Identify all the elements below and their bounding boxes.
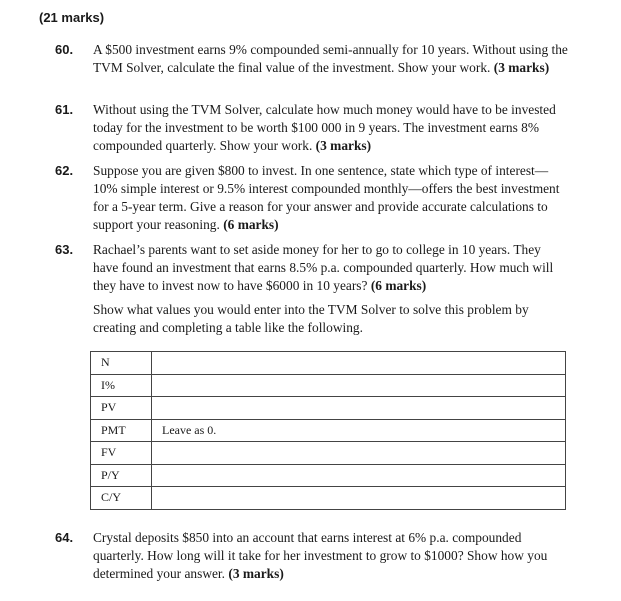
tvm-value — [152, 442, 566, 465]
question-text: Crystal deposits $850 into an account that earns interest at 6% p.a. compounded quarterly. How long will it take for her investment to grow to $1000? Show how you determined your answer. (3 marks) — [93, 530, 548, 581]
tvm-value — [152, 487, 566, 510]
question-number: 60. — [55, 42, 74, 57]
tvm-label: N — [91, 352, 152, 375]
question-63-followup: Show what values you would enter into the TVM Solver to solve this problem by creating and completing a table like the following. — [93, 302, 529, 335]
table-row — [91, 442, 566, 465]
question-number: 61. — [55, 102, 74, 117]
tvm-label: C/Y — [91, 487, 152, 510]
question-number: 64. — [55, 530, 74, 545]
question-marks: (3 marks) — [493, 60, 550, 75]
table-row — [91, 374, 566, 397]
table-row — [91, 487, 566, 510]
tvm-value — [152, 397, 566, 420]
question-text: Suppose you are given $800 to invest. In one sentence, state which type of interest—10% simple interest or 9.5% interest compounded monthly—offers the best investment for a 5-year term. Give a reason for your answer and provide accurate calculations to support your reasoning. (6 marks) — [93, 163, 560, 232]
tvm-label: PMT — [91, 419, 152, 442]
question-text: A $500 investment earns 9% compounded semi-annually for 10 years. Without using the TVM Solver, calculate the final value of the investment. Show your work. (3 marks) — [93, 42, 568, 75]
question-number: 63. — [55, 242, 74, 257]
tvm-label: PV — [91, 397, 152, 420]
section-marks-header: (21 marks) — [39, 10, 105, 25]
table-row — [91, 397, 566, 420]
tvm-value: Leave as 0. — [152, 419, 566, 442]
question-marks: (3 marks) — [315, 138, 372, 153]
question-text: Without using the TVM Solver, calculate how much money would have to be invested today for the investment to be worth $100 000 in 9 years. The investment earns 8% compounded quarterly. Show your work. (3 marks) — [93, 102, 556, 153]
table-row — [91, 419, 566, 442]
tvm-value — [152, 374, 566, 397]
tvm-solver-table — [90, 351, 566, 510]
question-text: Rachael’s parents want to set aside money for her to go to college in 10 years. They have found an investment that earns 8.5% p.a. compounded quarterly. How much will they have to invest now to have $6000 in 10 years? (6 marks) — [93, 242, 554, 293]
question-marks: (3 marks) — [228, 566, 284, 581]
tvm-value — [152, 464, 566, 487]
tvm-label: FV — [91, 442, 152, 465]
table-row — [91, 352, 566, 375]
question-marks: (6 marks) — [370, 278, 427, 293]
tvm-value — [152, 352, 566, 375]
question-number: 62. — [55, 163, 74, 178]
question-marks: (6 marks) — [223, 217, 279, 232]
tvm-label: I% — [91, 374, 152, 397]
tvm-label: P/Y — [91, 464, 152, 487]
table-row — [91, 464, 566, 487]
